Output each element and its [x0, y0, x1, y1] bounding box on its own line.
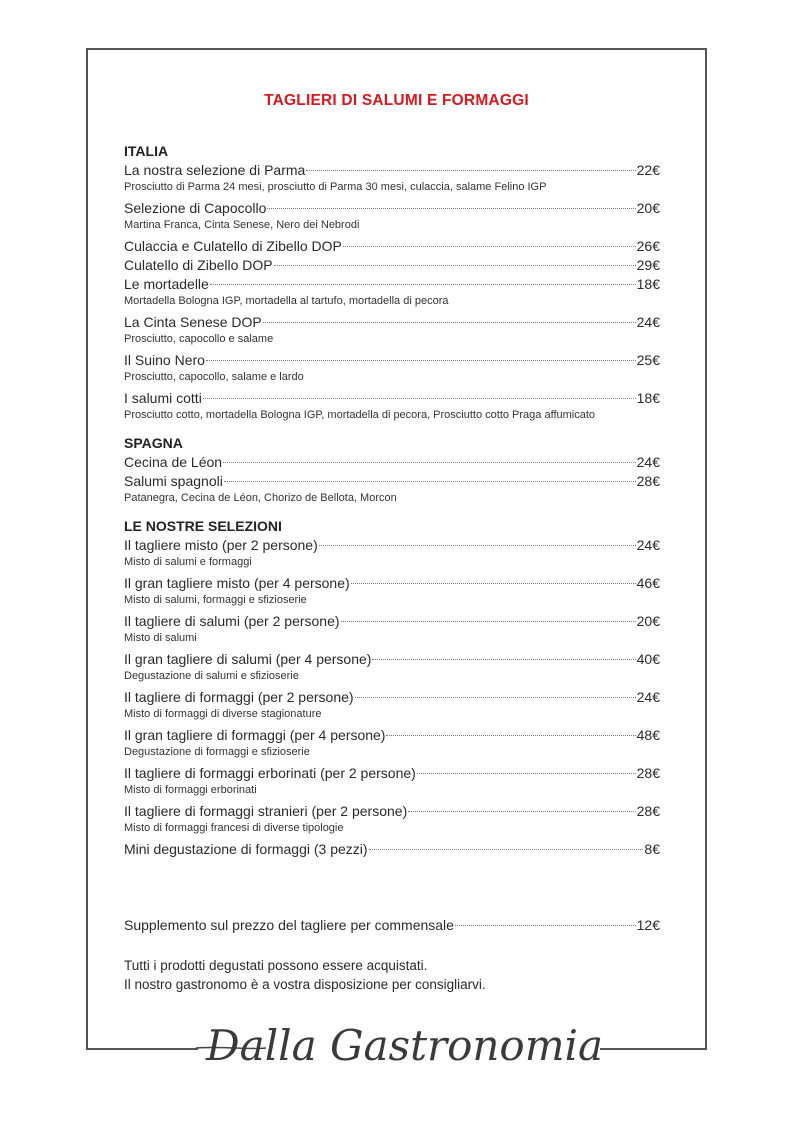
menu-item: [124, 726, 660, 745]
menu-item-description: Prosciutto, capocollo e salame: [124, 333, 274, 345]
menu-item-description: Degustazione di salumi e sfizioserie: [124, 670, 299, 682]
menu-item-price: 48€: [636, 727, 660, 743]
dot-leader: [263, 322, 636, 323]
dot-leader: [372, 659, 635, 660]
supplement-name: Supplemento sul prezzo del tagliere per commensale: [124, 917, 454, 933]
menu-item-name: Il tagliere di salumi (per 2 persone): [124, 613, 340, 629]
signature-logo: [196, 1008, 606, 1088]
menu-item: [124, 256, 660, 275]
menu-item: [124, 275, 660, 294]
menu-item-description: Misto di formaggi francesi di diverse tipologie: [124, 822, 344, 834]
menu-item-name: Il tagliere di formaggi (per 2 persone): [124, 689, 354, 705]
menu-item-description: Misto di formaggi di diverse stagionature: [124, 708, 322, 720]
dot-leader: [223, 462, 636, 463]
menu-item: [124, 237, 660, 256]
menu-item-price: 24€: [636, 537, 660, 553]
footer-note: [124, 956, 486, 994]
menu-item-price: 20€: [636, 613, 660, 629]
dot-leader: [319, 545, 636, 546]
frame-right-border: [705, 48, 707, 1049]
menu-item-price: 28€: [636, 473, 660, 489]
menu-item-description: Prosciutto, capocollo, salame e lardo: [124, 371, 304, 383]
menu-item: [124, 313, 660, 332]
menu-item-name: Il tagliere di formaggi stranieri (per 2 persone): [124, 803, 408, 819]
menu-item-name: Mini degustazione di formaggi (3 pezzi): [124, 841, 368, 857]
menu-item-name: Cecina de Léon: [124, 454, 223, 470]
dot-leader: [417, 773, 636, 774]
menu-item-name: Il Suino Nero: [124, 352, 205, 368]
menu-item-description: Misto di salumi, formaggi e sfizioserie: [124, 594, 307, 606]
menu-item-description: Martina Franca, Cinta Senese, Nero dei Nebrodi: [124, 219, 360, 231]
footer-note-line: Il nostro gastronomo è a vostra disposizione per consigliarvi.: [124, 977, 486, 992]
menu-item: [124, 389, 660, 408]
menu-item-price: 8€: [644, 841, 660, 857]
frame-left-border: [86, 48, 88, 1049]
menu-item-description: Mortadella Bologna IGP, mortadella al tartufo, mortadella di pecora: [124, 295, 449, 307]
menu-item-description: Prosciutto cotto, mortadella Bologna IGP, mortadella di pecora, Prosciutto cotto Praga affumicato: [124, 409, 596, 421]
menu-item-description: Misto di salumi: [124, 632, 197, 644]
menu-item: [124, 802, 660, 821]
menu-item-price: 22€: [636, 162, 660, 178]
menu-item-price: 28€: [636, 803, 660, 819]
menu-item: [124, 574, 660, 593]
menu-item-name: La nostra selezione di Parma: [124, 162, 306, 178]
menu-title: TAGLIERI DI SALUMI E FORMAGGI: [264, 92, 529, 109]
menu-item-price: 40€: [636, 651, 660, 667]
menu-item: [124, 351, 660, 370]
menu-item: [124, 764, 660, 783]
frame-bottom-right-border: [600, 1048, 707, 1050]
menu-item: [124, 650, 660, 669]
menu-item-name: La Cinta Senese DOP: [124, 314, 262, 330]
footer-note-line: Tutti i prodotti degustati possono essere acquistati.: [124, 958, 428, 973]
menu-item-price: 24€: [636, 454, 660, 470]
dot-leader: [206, 360, 636, 361]
menu-item-price: 28€: [636, 765, 660, 781]
dot-leader: [210, 284, 636, 285]
dot-leader: [355, 697, 636, 698]
menu-item-price: 18€: [636, 390, 660, 406]
menu-item: [124, 161, 660, 180]
menu-item-name: Le mortadelle: [124, 276, 209, 292]
dot-leader: [341, 621, 636, 622]
dot-leader: [274, 265, 636, 266]
menu-item-name: Il gran tagliere di formaggi (per 4 persone): [124, 727, 386, 743]
menu-content: [124, 141, 660, 859]
menu-item-name: Il gran tagliere di salumi (per 4 persone): [124, 651, 372, 667]
menu-item-price: 29€: [636, 257, 660, 273]
menu-item-description: Misto di salumi e formaggi: [124, 556, 252, 568]
menu-item: [124, 612, 660, 631]
menu-item-price: 24€: [636, 314, 660, 330]
menu-item: [124, 453, 660, 472]
section-heading: ITALIA: [124, 143, 169, 159]
menu-item-name: Il tagliere misto (per 2 persone): [124, 537, 318, 553]
menu-item: [124, 472, 660, 491]
dot-leader: [408, 811, 635, 812]
dot-leader: [343, 246, 636, 247]
dot-leader: [386, 735, 635, 736]
menu-item-price: 18€: [636, 276, 660, 292]
menu-item-price: 24€: [636, 689, 660, 705]
dot-leader: [203, 398, 636, 399]
menu-item-name: Culaccia e Culatello di Zibello DOP: [124, 238, 342, 254]
dot-leader: [455, 925, 636, 926]
supplement-price: 12€: [636, 917, 660, 933]
frame-top-border: [86, 48, 707, 50]
menu-item-name: Culatello di Zibello DOP: [124, 257, 273, 273]
section-heading: LE NOSTRE SELEZIONI: [124, 518, 282, 534]
dot-leader: [369, 849, 644, 850]
menu-item: [124, 536, 660, 555]
supplement-row: [124, 916, 660, 935]
menu-item-name: Selezione di Capocollo: [124, 200, 267, 216]
menu-item-description: Patanegra, Cecina de Léon, Chorizo de Bellota, Morcon: [124, 492, 397, 504]
menu-item-name: Il gran tagliere misto (per 4 persone): [124, 575, 350, 591]
menu-item-price: 20€: [636, 200, 660, 216]
menu-item-description: Prosciutto di Parma 24 mesi, prosciutto di Parma 30 mesi, culaccia, salame Felino IGP: [124, 181, 547, 193]
menu-item-name: Il tagliere di formaggi erborinati (per 2 persone): [124, 765, 416, 781]
menu-item-description: Misto di formaggi erborinati: [124, 784, 257, 796]
dot-leader: [351, 583, 636, 584]
menu-item-price: 46€: [636, 575, 660, 591]
menu-item-name: Salumi spagnoli: [124, 473, 223, 489]
menu-item: [124, 688, 660, 707]
dot-leader: [267, 208, 635, 209]
supplement-row-container: [124, 916, 660, 935]
frame-bottom-left-border: [86, 1048, 198, 1050]
dot-leader: [306, 170, 635, 171]
menu-item-name: I salumi cotti: [124, 390, 202, 406]
signature-text: Dalla Gastronomia: [206, 1021, 603, 1070]
section-heading: SPAGNA: [124, 435, 183, 451]
menu-item-description: Degustazione di formaggi e sfizioserie: [124, 746, 310, 758]
menu-item-price: 25€: [636, 352, 660, 368]
dot-leader: [224, 481, 636, 482]
menu-item: [124, 840, 660, 859]
menu-item-price: 26€: [636, 238, 660, 254]
menu-item: [124, 199, 660, 218]
